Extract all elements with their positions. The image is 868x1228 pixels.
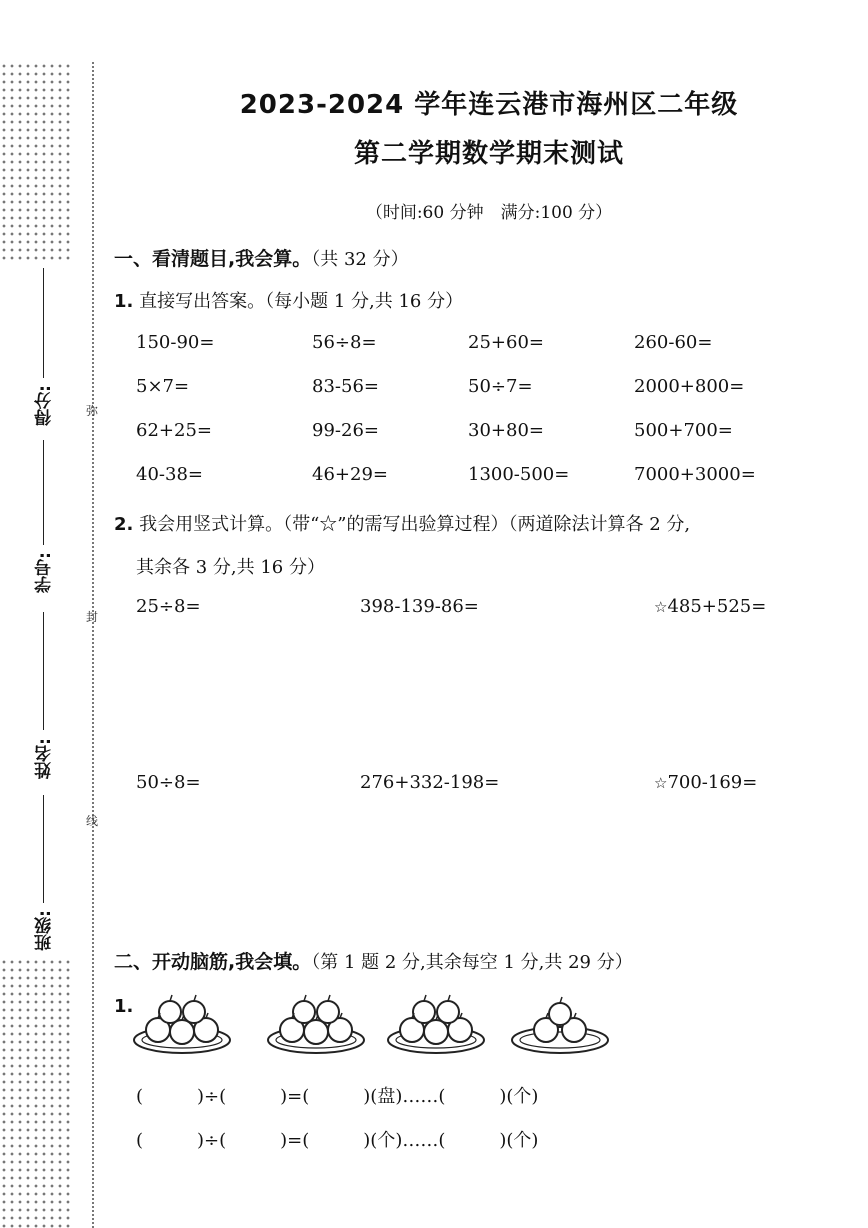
field-line: [43, 268, 44, 378]
vertical-calc-problem: 25÷8=: [136, 596, 201, 617]
section-points: （共 32 分）: [311, 249, 409, 270]
q1-title: [114, 287, 463, 313]
seal-mark: 封: [86, 610, 99, 624]
section-heading-text: 一、看清题目,我会算。: [114, 248, 312, 270]
fill-blank-row[interactable]: ( )÷( )=( )(个)……( )(个): [136, 1130, 539, 1151]
vertical-calc-problem: 50÷8=: [136, 772, 201, 793]
exam-info: （时间:60 分钟 满分:100 分）: [365, 203, 613, 223]
seal-dashed-line: [92, 62, 94, 1228]
arithmetic-problem: 50÷7=: [468, 376, 533, 397]
plate-with-apples-icon: [384, 990, 488, 1060]
section-heading-text: 二、开动脑筋,我会填。: [114, 951, 312, 973]
exam-title-line2: 第二学期数学期末测试: [353, 139, 624, 169]
q2-title: [114, 510, 690, 536]
plate-with-apples-icon: [130, 990, 234, 1060]
vertical-calc-problem: 398-139-86=: [360, 596, 479, 617]
question-number: 1.: [114, 996, 134, 1017]
question-text: 直接写出答案。（每小题 1 分,共 16 分）: [139, 291, 464, 312]
field-line: [43, 612, 44, 730]
arithmetic-problem: 30+80=: [468, 420, 544, 441]
problem-text: 700-169=: [667, 772, 758, 793]
name-field-label: 姓名:: [35, 738, 55, 779]
arithmetic-problem: 1300-500=: [468, 464, 570, 485]
star-icon: ☆: [654, 598, 668, 616]
arithmetic-problem: 25+60=: [468, 332, 544, 353]
question-number: 2.: [114, 514, 134, 535]
student-id-field-label: 学号:: [35, 552, 55, 593]
plate-with-apples-icon: [264, 990, 368, 1060]
class-field-label: 班级:: [35, 910, 55, 951]
arithmetic-problem: 99-26=: [312, 420, 379, 441]
vertical-calc-problem-starred: [654, 772, 757, 793]
question-number: 1.: [114, 291, 134, 312]
star-icon: ☆: [654, 774, 668, 792]
decorative-dot-pattern-bottom: [0, 958, 70, 1228]
section-points: （第 1 题 2 分,其余每空 1 分,共 29 分）: [311, 952, 633, 973]
arithmetic-problem: 500+700=: [634, 420, 733, 441]
seal-mark: 线: [86, 814, 99, 828]
decorative-dot-pattern-top: [0, 62, 70, 262]
plate-with-apples-icon: [508, 990, 612, 1060]
field-line: [43, 440, 44, 545]
vertical-calc-problem: 276+332-198=: [360, 772, 500, 793]
section1-heading: [114, 244, 409, 271]
field-line: [43, 795, 44, 903]
arithmetic-problem: 46+29=: [312, 464, 388, 485]
exam-title-line1: 2023-2024 学年连云港市海州区二年级: [239, 90, 739, 120]
arithmetic-problem: 150-90=: [136, 332, 215, 353]
vertical-calc-problem-starred: [654, 596, 766, 617]
arithmetic-problem: 2000+800=: [634, 376, 745, 397]
arithmetic-problem: 40-38=: [136, 464, 203, 485]
question-text: 我会用竖式计算。（带“☆”的需写出验算过程）（两道除法计算各 2 分,: [139, 514, 691, 535]
arithmetic-problem: 7000+3000=: [634, 464, 756, 485]
arithmetic-problem: 56÷8=: [312, 332, 377, 353]
question-text-continued: 其余各 3 分,共 16 分）: [136, 557, 325, 578]
seal-mark: 弥: [86, 404, 99, 418]
section2-heading: [114, 947, 633, 974]
arithmetic-problem: 62+25=: [136, 420, 212, 441]
arithmetic-problem: 83-56=: [312, 376, 379, 397]
fill-blank-row[interactable]: ( )÷( )=( )(盘)……( )(个): [136, 1086, 539, 1107]
score-field-label: 得分:: [35, 385, 55, 426]
problem-text: 485+525=: [667, 596, 767, 617]
arithmetic-problem: 260-60=: [634, 332, 713, 353]
arithmetic-problem: 5×7=: [136, 376, 190, 397]
